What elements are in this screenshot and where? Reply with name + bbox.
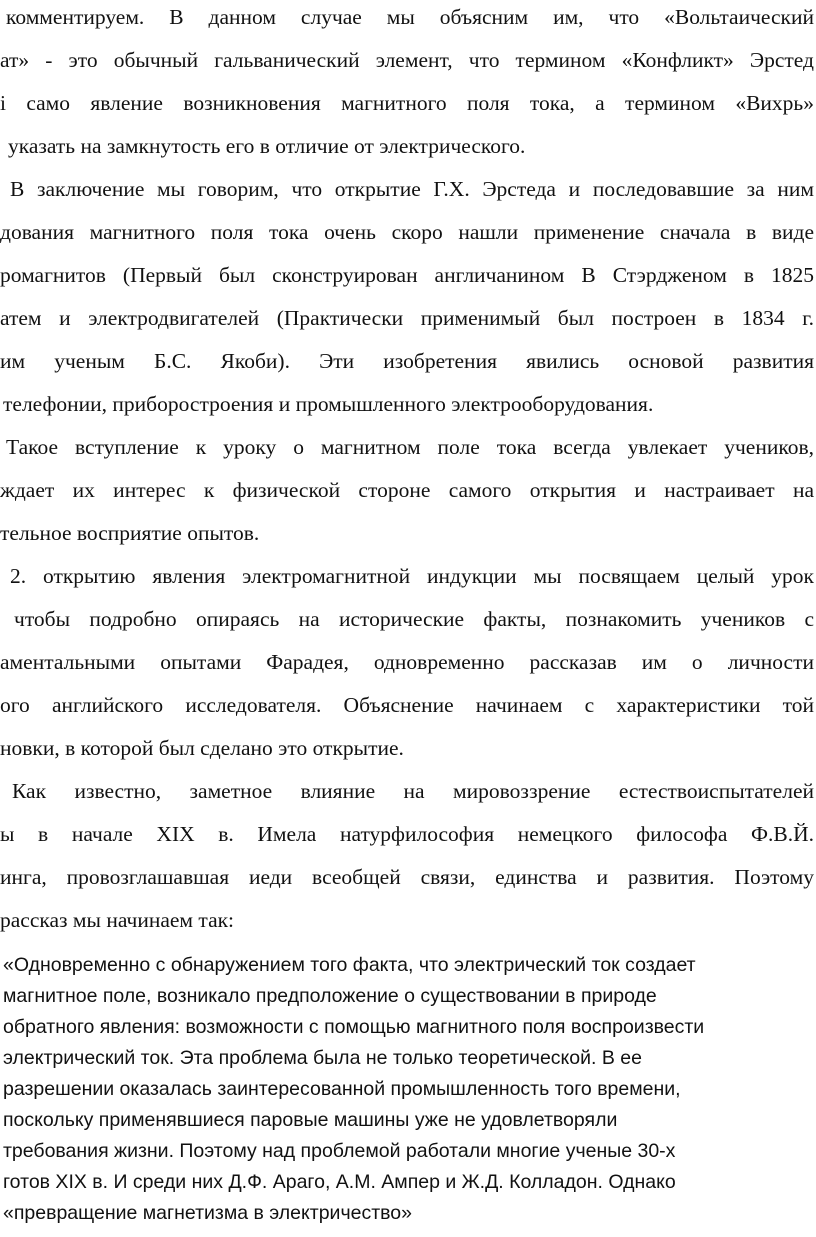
quote-line: готов XIX в. И среди них Д.Ф. Араго, А.М. Ампер и Ж.Д. Колладон. Однако — [3, 1171, 676, 1193]
text-line: рассказ мы начинаем так: — [0, 908, 235, 932]
text-line: ждает их интерес к физической стороне самого открытия и настраивает на — [0, 478, 814, 502]
text-line: ромагнитов (Первый был сконструирован англичанином В Стэрдженом в 1825 — [0, 263, 814, 287]
quote-line: обратного явления: возможности с помощью магнитного поля воспроизвести — [3, 1016, 705, 1038]
quote-line: «превращение магнетизма в электричество» — [3, 1202, 412, 1224]
text-line: i само явление возникновения магнитного поля тока, а термином «Вихрь» — [0, 91, 814, 115]
text-line: комментируем. В данном случае мы объясним им, что «Вольтаический — [6, 5, 814, 29]
quote-line: разрешении оказалась заинтересованной промышленность того времени, — [3, 1078, 681, 1100]
text-line: телефонии, приборостроения и промышленного электрооборудования. — [3, 392, 654, 416]
text-line: ого английского исследователя. Объяснение начинаем с характеристики той — [0, 693, 814, 717]
text-line: указать на замкнутость его в отличие от электрического. — [8, 134, 526, 158]
text-line: атем и электродвигателей (Практически применимый был построен в 1834 г. — [0, 306, 814, 330]
quote-line: поскольку применявшиеся паровые машины уже не удовлетворяли — [3, 1109, 618, 1131]
text-line: тельное восприятие опытов. — [0, 521, 260, 545]
quote-line: магнитное поле, возникало предположение о существовании в природе — [3, 985, 657, 1007]
text-line: В заключение мы говорим, что открытие Г.Х. Эрстеда и последовавшие за ним — [10, 177, 814, 201]
text-line: новки, в которой был сделано это открытие. — [0, 736, 404, 760]
text-line: инга, провозглашавшая иеди всеобщей связи, единства и развития. Поэтому — [0, 865, 814, 889]
text-line: 2. открытию явления электромагнитной индукции мы посвящаем целый урок — [10, 564, 814, 588]
text-line: Такое вступление к уроку о магнитном поле тока всегда увлекает учеников, — [6, 435, 814, 459]
text-line: чтобы подробно опираясь на исторические факты, познакомить учеников с — [14, 607, 814, 631]
text-line: им ученым Б.С. Якоби). Эти изобретения явились основой развития — [0, 349, 814, 373]
text-line: ы в начале XIX в. Имела натурфилософия немецкого философа Ф.В.Й. — [0, 822, 814, 846]
text-line: дования магнитного поля тока очень скоро нашли применение сначала в виде — [0, 220, 814, 244]
text-line: аментальными опытами Фарадея, одновременно рассказав им о личности — [0, 650, 814, 674]
text-line: Как известно, заметное влияние на мировоззрение естествоиспытателей — [12, 779, 814, 803]
text-line: ат» - это обычный гальванический элемент, что термином «Конфликт» Эрстед — [0, 48, 814, 72]
quote-line: «Одновременно с обнаружением того факта, что электрический ток создает — [3, 954, 696, 976]
quote-line: электрический ток. Эта проблема была не только теоретической. В ее — [3, 1047, 642, 1069]
quote-line: требования жизни. Поэтому над проблемой работали многие ученые 30-х — [3, 1140, 676, 1162]
